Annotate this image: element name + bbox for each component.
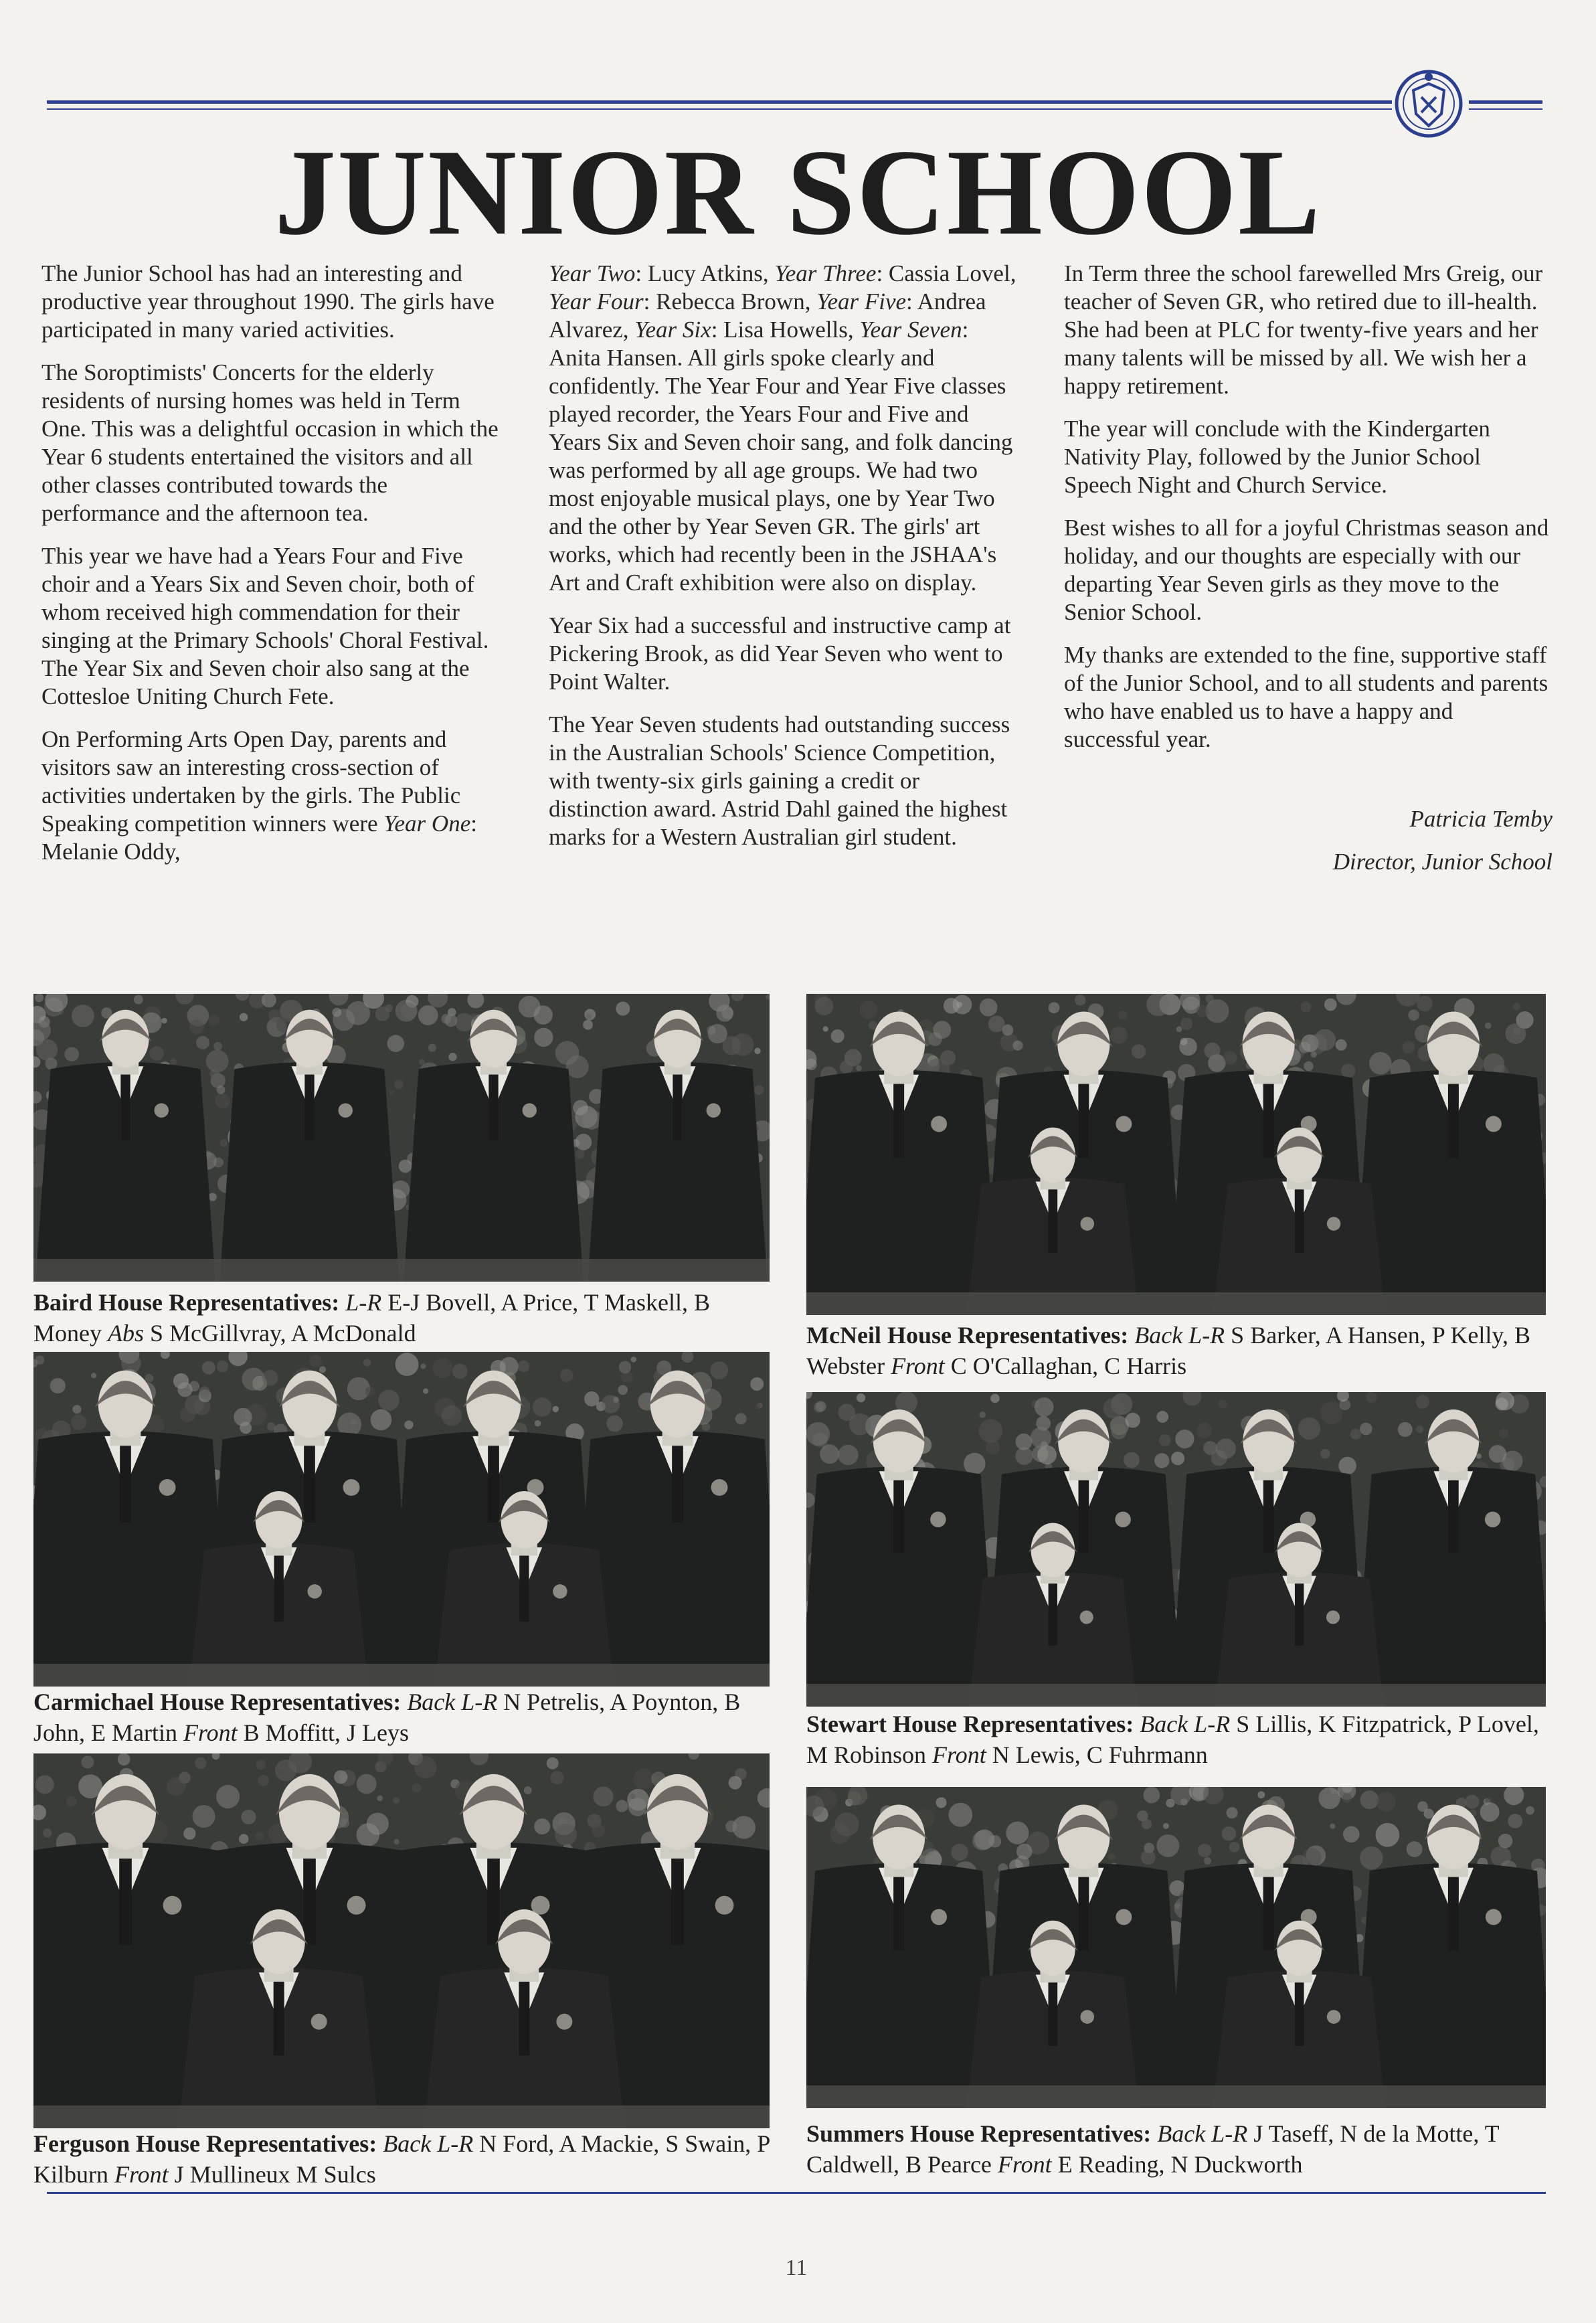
signature-name: Patricia Temby	[1409, 806, 1553, 832]
photo-mcneil-house	[806, 994, 1546, 1315]
caption-stewart: Stewart House Representatives: Back L-R S Lillis, K Fitzpatrick, P Lovel, M Robinson Front N Lewis, C Fuhrmann	[806, 1711, 1539, 1768]
signature-title: Director, Junior School	[1332, 849, 1553, 875]
paragraph: Year Six had a successful and instructive camp at Pickering Brook, as did Year Seven who went to Point Walter.	[549, 612, 1011, 695]
page-number: 11	[785, 2255, 808, 2280]
paragraph: This year we have had a Years Four and Five choir and a Years Six and Seven choir, both of whom received high commendation for their singing at the Primary Schools' Choral Festival. The Year Six and Seven choir also sang at the Cottesloe Uniting Church Fete.	[41, 543, 489, 709]
paragraph: The year will conclude with the Kindergarten Nativity Play, followed by the Junior School Speech Night and Church Service.	[1064, 416, 1490, 498]
top-rule	[47, 100, 1392, 104]
top-rule-right-thin	[1469, 108, 1542, 110]
paragraph: Year Two: Lucy Atkins, Year Three: Cassia Lovel, Year Four: Rebecca Brown, Year Five: Andrea Alvarez, Year Six: Lisa Howells, Year Seven: Anita Hansen. All girls spoke clearly and confidently. The Year Four and Year Five classes played recorder, the Years Four and Five and Years Six and Seven choir sang, and folk dancing was performed by all age groups. We had two most enjoyable musical plays, one by Year Two and the other by Year Seven GR. The girls' art works, which had recently been in the JSHAA's Art and Craft exhibition were also on display.	[549, 260, 1016, 596]
photo-ferguson-house	[33, 1753, 770, 2128]
top-rule-right	[1469, 100, 1542, 104]
caption-baird: Baird House Representatives: L-R E-J Bovell, A Price, T Maskell, B Money Abs S McGillvray, A McDonald	[33, 1289, 710, 1347]
page-title: JUNIOR SCHOOL	[274, 124, 1322, 260]
paragraph: The Soroptimists' Concerts for the elderly residents of nursing homes was held in Term One. This was a delightful occasion in which the Year 6 students entertained the visitors and all other classes contributed towards the performance and the afternoon tea.	[41, 359, 499, 526]
caption-mcneil: McNeil House Representatives: Back L-R S Barker, A Hansen, P Kelly, B Webster Front C O'Callaghan, C Harris	[806, 1322, 1531, 1379]
photo-carmichael-house	[33, 1352, 770, 1687]
paragraph: The Year Seven students had outstanding success in the Australian Schools' Science Competition, with twenty-six girls gaining a credit or distinction award. Astrid Dahl gained the highest marks for a Western Australian girl student.	[549, 711, 1010, 850]
caption-carmichael: Carmichael House Representatives: Back L-R N Petrelis, A Poynton, B John, E Martin Front B Moffitt, J Leys	[33, 1689, 741, 1746]
photo-stewart-house	[806, 1392, 1546, 1707]
article-column-3	[1064, 260, 1553, 891]
photo-summers-house	[806, 1787, 1546, 2108]
top-rule-thin	[47, 108, 1392, 110]
caption-summers: Summers House Representatives: Back L-R J Taseff, N de la Motte, T Caldwell, B Pearce Front E Reading, N Duckworth	[806, 2120, 1500, 2178]
paragraph: My thanks are extended to the fine, supportive staff of the Junior School, and to all students and parents who have enabled us to have a happy and successful year.	[1064, 642, 1548, 752]
school-crest-icon	[1392, 67, 1466, 141]
paragraph: On Performing Arts Open Day, parents and visitors saw an interesting cross-section of activities undertaken by the girls. The Public Speaking competition winners were Year One: Melanie Oddy,	[41, 726, 477, 865]
paragraph: In Term three the school farewelled Mrs Greig, our teacher of Seven GR, who retired due to ill-health. She had been at PLC for twenty-five years and her many talents will be missed by all. We wish her a happy retirement.	[1064, 260, 1543, 399]
photo-baird-house	[33, 994, 770, 1282]
caption-ferguson: Ferguson House Representatives: Back L-R N Ford, A Mackie, S Swain, P Kilburn Front J Mullineux M Sulcs	[33, 2130, 770, 2188]
bottom-rule	[47, 2192, 1546, 2194]
paragraph: Best wishes to all for a joyful Christmas season and holiday, and our thoughts are especially with our departing Year Seven girls as they move to the Senior School.	[1064, 515, 1549, 625]
article-column-1	[41, 260, 510, 881]
paragraph: The Junior School has had an interesting and productive year throughout 1990. The girls have participated in many varied activities.	[41, 260, 495, 343]
article-column-2	[549, 260, 1024, 866]
